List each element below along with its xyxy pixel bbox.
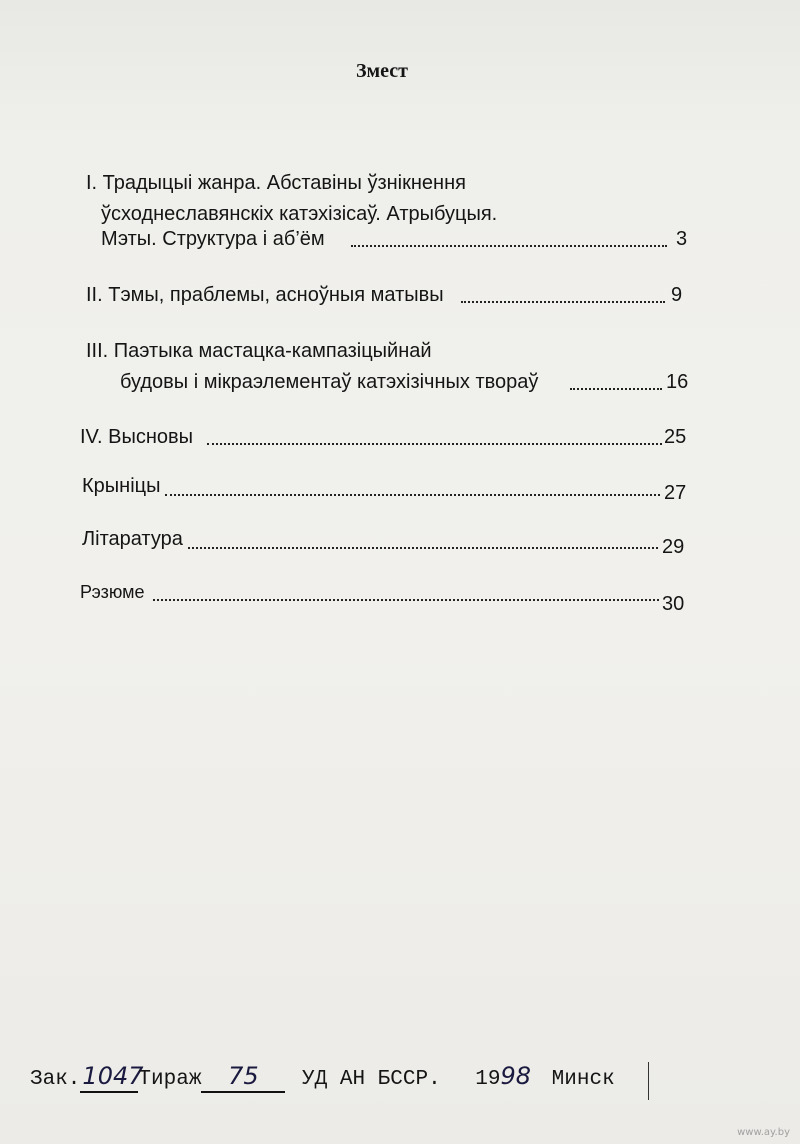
toc-page-number: 3 bbox=[676, 228, 688, 250]
toc-leader bbox=[351, 245, 667, 247]
order-label: Зак. bbox=[30, 1068, 81, 1091]
toc-entry-3-line-2: будовы і мікраэлементаў катэхізічных твораў bbox=[120, 371, 539, 393]
toc-entry-2-line-1: ІІ. Тэмы, праблемы, асноўныя матывы bbox=[86, 284, 444, 306]
margin-rule bbox=[648, 1062, 649, 1100]
toc-leader bbox=[188, 547, 658, 549]
toc-leader bbox=[207, 443, 662, 445]
toc-entry-3-line-1: ІІІ. Паэтыка мастацка-кампазіцыйнай bbox=[86, 340, 432, 362]
toc-leader bbox=[153, 599, 659, 601]
publisher: УД АН БССР. bbox=[302, 1068, 441, 1091]
toc-entry-7-line-1: Рэзюме bbox=[80, 582, 145, 602]
year-handwritten: 98 bbox=[500, 1062, 532, 1090]
toc-page-number: 16 bbox=[666, 371, 689, 393]
toc-entry-6-line-1: Літаратура bbox=[82, 528, 183, 550]
year-printed: 19 bbox=[475, 1068, 501, 1091]
toc-entry-5-line-1: Крыніцы bbox=[82, 475, 161, 497]
order-number-handwritten: 1047 bbox=[82, 1062, 144, 1090]
print-run-handwritten: 75 bbox=[228, 1062, 259, 1090]
printing-imprint bbox=[30, 1062, 615, 1093]
toc-page-number: 27 bbox=[664, 482, 687, 504]
page-title: Змест bbox=[356, 60, 409, 82]
toc-leader bbox=[570, 388, 662, 390]
toc-entry-1-line-2: ўсходнеславянскіх катэхізісаў. Атрыбуцыя. bbox=[101, 203, 498, 225]
toc-leader bbox=[165, 494, 660, 496]
toc-entry-1-line-3: Мэты. Структура і аб’ём bbox=[101, 228, 325, 250]
site-watermark: www.ay.by bbox=[737, 1127, 790, 1138]
toc-page-number: 25 bbox=[664, 426, 687, 448]
toc-entry-1-line-1: І. Традыцыі жанра. Абставіны ўзнікнення bbox=[86, 172, 466, 194]
toc-page-number: 30 bbox=[662, 593, 685, 615]
toc-entry-4-line-1: IV. Высновы bbox=[80, 426, 194, 448]
city: Минск bbox=[551, 1068, 615, 1091]
print-run-label: Тираж bbox=[138, 1068, 202, 1091]
toc-page-number: 29 bbox=[662, 536, 685, 558]
toc-page-number: 9 bbox=[671, 284, 683, 306]
toc-leader bbox=[461, 301, 665, 303]
